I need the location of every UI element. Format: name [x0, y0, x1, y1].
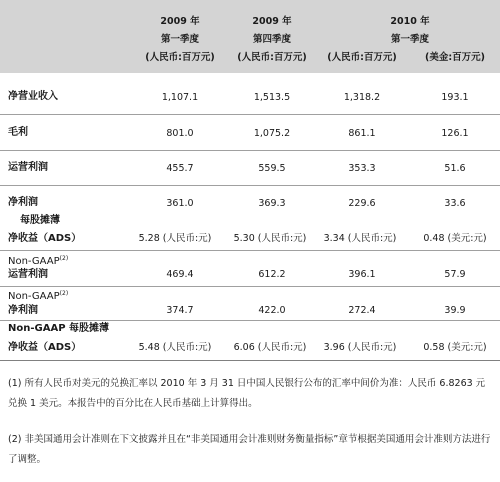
- row-divider: [0, 150, 500, 151]
- header-col1: [130, 16, 230, 64]
- row-label-net-revenue: 净营业收入: [8, 91, 58, 102]
- row-label-gross-profit: 毛利: [8, 127, 28, 138]
- row-label-diluted-eps-line1: 每股摊薄: [20, 215, 60, 226]
- cell-r7-c4: 39.9: [444, 305, 466, 316]
- note-ref: (2): [59, 290, 69, 297]
- row-divider: [0, 320, 500, 321]
- cell-r3-c3: 353.3: [348, 163, 376, 174]
- header-col1-unit: (人民币:百万元): [145, 52, 215, 63]
- row-label-nongaap-netincome-line2: 净利润: [8, 305, 38, 316]
- cell-r3-c4: 51.6: [444, 163, 466, 174]
- nongaap-text: Non-GAAP: [8, 291, 60, 302]
- cell-r5-c2: 5.30 (人民币:元): [233, 233, 307, 244]
- cell-r4-c4: 33.6: [444, 198, 466, 209]
- row-label-nongaap-opprofit-line1: [8, 253, 68, 268]
- cell-r7-c1: 374.7: [166, 305, 194, 316]
- footnote-2: (2) 非美国通用会计准则在下文披露并且在“非美国通用会计准则财务衡量指标”章节根据美国通用会计准则方法进行了调整。: [8, 434, 491, 465]
- cell-r8-c4: 0.58 (美元:元): [423, 342, 487, 353]
- cell-r5-c3: 3.34 (人民币:元): [323, 233, 397, 244]
- cell-r8-c3: 3.96 (人民币:元): [323, 342, 397, 353]
- row-label-nongaap-opprofit-line2: 运营利润: [8, 269, 48, 280]
- cell-r1-c2: 1,513.5: [253, 92, 291, 103]
- row-label-net-income: 净利润: [8, 197, 38, 208]
- row-label-nongaap-eps-line1: Non-GAAP 每股摊薄: [8, 323, 110, 334]
- header-col2-year: 2009 年: [252, 16, 292, 27]
- table-bottom-rule: [0, 360, 500, 361]
- cell-r8-c2: 6.06 (人民币:元): [233, 342, 307, 353]
- note-ref: (2): [59, 255, 69, 262]
- header-col3-quarter: 第一季度: [390, 34, 429, 45]
- cell-r2-c1: 801.0: [166, 128, 194, 139]
- cell-r6-c4: 57.9: [444, 269, 466, 280]
- cell-r8-c1: 5.48 (人民币:元): [138, 342, 212, 353]
- cell-r1-c4: 193.1: [441, 92, 469, 103]
- header-col2: [222, 16, 322, 64]
- cell-r7-c2: 422.0: [258, 305, 286, 316]
- header-col3-unit-rmb: (人民币:百万元): [327, 52, 397, 63]
- table-header: [0, 0, 500, 73]
- cell-r5-c1: 5.28 (人民币:元): [138, 233, 212, 244]
- row-divider: [0, 250, 500, 251]
- cell-r2-c3: 861.1: [348, 128, 376, 139]
- cell-r3-c1: 455.7: [166, 163, 194, 174]
- cell-r4-c3: 229.6: [348, 198, 376, 209]
- header-col3-unit-usd: (美金:百万元): [425, 52, 485, 63]
- header-col3-year: 2010 年: [390, 16, 430, 27]
- cell-r2-c4: 126.1: [441, 128, 469, 139]
- cell-r6-c3: 396.1: [348, 269, 376, 280]
- row-label-nongaap-netincome-line1: [8, 288, 68, 303]
- cell-r2-c2: 1,075.2: [253, 128, 291, 139]
- row-divider: [0, 114, 500, 115]
- row-label-nongaap-eps-line2: 净收益（ADS）: [8, 342, 82, 353]
- header-col1-year: 2009 年: [160, 16, 200, 27]
- cell-r4-c1: 361.0: [166, 198, 194, 209]
- cell-r5-c4: 0.48 (美元:元): [423, 233, 487, 244]
- header-col2-unit: (人民币:百万元): [237, 52, 307, 63]
- cell-r6-c2: 612.2: [258, 269, 286, 280]
- cell-r4-c2: 369.3: [258, 198, 286, 209]
- row-label-operating-profit: 运营利润: [8, 162, 48, 173]
- row-divider: [0, 185, 500, 186]
- cell-r7-c3: 272.4: [348, 305, 376, 316]
- cell-r1-c1: 1,107.1: [161, 92, 199, 103]
- row-label-diluted-eps-line2: 净收益（ADS）: [8, 233, 82, 244]
- header-col1-quarter: 第一季度: [160, 34, 199, 45]
- header-col2-quarter: 第四季度: [252, 34, 291, 45]
- footnote-1: (1) 所有人民币对美元的兑换汇率以 2010 年 3 月 31 日中国人民银行公布的汇率中间价为准：人民币 6.8263 元兑换 1 美元。本报告中的百分比在人民币基础上计算得出。: [8, 378, 486, 409]
- cell-r1-c3: 1,318.2: [343, 92, 381, 103]
- cell-r3-c2: 559.5: [258, 163, 286, 174]
- cell-r6-c1: 469.4: [166, 269, 194, 280]
- nongaap-text: Non-GAAP: [8, 256, 60, 267]
- row-divider: [0, 286, 500, 287]
